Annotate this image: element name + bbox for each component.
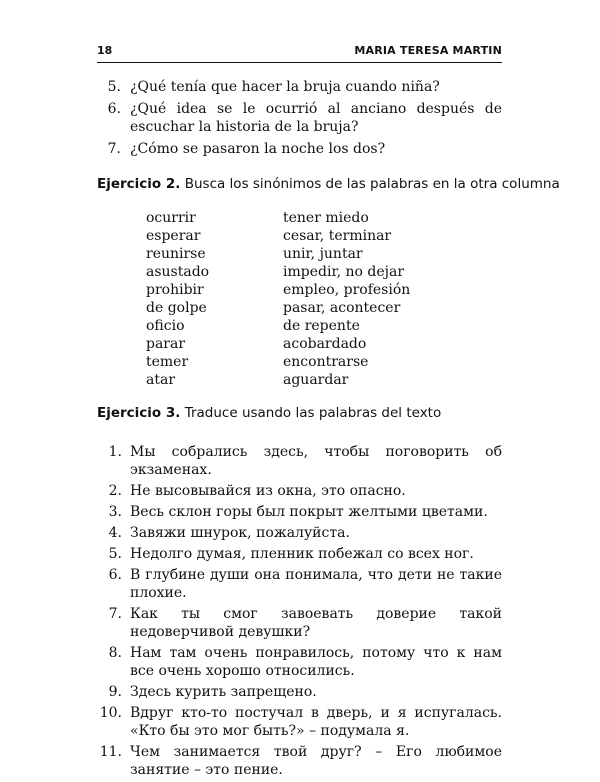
vocab-word: reunirse xyxy=(146,246,206,262)
item-text: ¿Qué idea se le ocurrió al anciano después de escuchar la historia de la bruja? xyxy=(130,101,502,135)
vocab-row xyxy=(146,263,446,281)
vocab-synonym: empleo, profesión xyxy=(283,282,411,298)
list-item xyxy=(97,545,502,563)
item-number: 11. xyxy=(99,744,122,760)
list-item xyxy=(97,524,502,542)
vocab-synonym: pasar, acontecer xyxy=(283,300,401,316)
item-text: Нам там очень понравилось, потому что к нам все очень хорошо относились. xyxy=(130,645,502,679)
item-number: 10. xyxy=(99,705,122,721)
vocab-synonym: aguardar xyxy=(283,372,349,388)
item-number: 5. xyxy=(108,546,122,562)
exercise-2-label: Ejercicio 2. xyxy=(97,176,181,192)
vocab-word: ocurrir xyxy=(146,210,196,226)
item-text: В глубине души она понимала, что дети не такие плохие. xyxy=(130,567,502,601)
list-item xyxy=(97,644,502,680)
vocab-row xyxy=(146,353,446,371)
item-number: 9. xyxy=(108,684,122,700)
vocab-synonym: tener miedo xyxy=(283,210,369,226)
list-item xyxy=(97,482,502,500)
list-item xyxy=(97,605,502,641)
item-number: 7. xyxy=(108,606,122,622)
vocab-synonym: impedir, no dejar xyxy=(283,264,405,280)
exercise-3-instruction: Traduce usando las palabras del texto xyxy=(184,405,442,421)
list-item xyxy=(97,78,502,96)
vocab-row xyxy=(146,281,446,299)
vocab-synonym: cesar, terminar xyxy=(283,228,392,244)
vocab-row xyxy=(146,227,446,245)
item-text: Здесь курить запрещено. xyxy=(130,684,317,700)
translation-list xyxy=(97,443,502,782)
vocab-row xyxy=(146,335,446,353)
exercise-2-instruction: Busca los sinónimos de las palabras en la otra columna xyxy=(184,176,560,192)
list-item xyxy=(97,443,502,479)
item-text: ¿Cómo se pasaron la noche los dos? xyxy=(130,141,386,157)
item-text: Вдруг кто-то постучал в дверь, и я испугалась. «Кто бы это мог быть?» – подумала я. xyxy=(130,705,502,739)
item-number: 6. xyxy=(107,101,121,117)
item-text: Весь склон горы был покрыт желтыми цветами. xyxy=(130,504,488,520)
vocab-row xyxy=(146,245,446,263)
vocab-word: parar xyxy=(146,336,186,352)
exercise-3-label: Ejercicio 3. xyxy=(97,405,181,421)
question-list xyxy=(97,78,502,162)
vocab-word: atar xyxy=(146,372,176,388)
item-number: 6. xyxy=(108,567,122,583)
list-item xyxy=(97,100,502,136)
vocab-row xyxy=(146,371,446,389)
item-text: Недолго думая, пленник побежал со всех ног. xyxy=(130,546,474,562)
vocab-word: asustado xyxy=(146,264,210,280)
item-text: ¿Qué tenía que hacer la bruja cuando niña? xyxy=(130,79,440,95)
item-number: 4. xyxy=(108,525,122,541)
item-number: 5. xyxy=(107,79,121,95)
item-text: Как ты смог завоевать доверие такой недоверчивой девушки? xyxy=(130,606,502,640)
list-item xyxy=(97,683,502,701)
item-text: Чем занимается твой друг? – Его любимое занятие – это пение. xyxy=(130,744,502,778)
item-text: Завяжи шнурок, пожалуйста. xyxy=(130,525,350,541)
vocab-word: de golpe xyxy=(146,300,207,316)
item-number: 3. xyxy=(108,504,122,520)
item-text: Не высовывайся из окна, это опасно. xyxy=(130,483,406,499)
list-item xyxy=(97,566,502,602)
vocab-word: temer xyxy=(146,354,189,370)
synonym-columns xyxy=(146,209,446,389)
page-number: 18 xyxy=(97,44,113,57)
vocab-synonym: de repente xyxy=(283,318,360,334)
item-number: 2. xyxy=(108,483,122,499)
vocab-synonym: unir, juntar xyxy=(283,246,363,262)
vocab-row xyxy=(146,299,446,317)
vocab-word: esperar xyxy=(146,228,201,244)
item-number: 1. xyxy=(108,444,122,460)
header-rule xyxy=(97,62,502,63)
vocab-word: prohibir xyxy=(146,282,204,298)
item-number: 7. xyxy=(107,141,121,157)
vocab-synonym: encontrarse xyxy=(283,354,369,370)
exercise-3-heading xyxy=(97,405,441,421)
running-title: MARIA TERESA MARTIN xyxy=(354,44,502,57)
list-item xyxy=(97,743,502,779)
vocab-synonym: acobardado xyxy=(283,336,367,352)
vocab-row xyxy=(146,209,446,227)
item-number: 8. xyxy=(108,645,122,661)
vocab-row xyxy=(146,317,446,335)
exercise-2-heading xyxy=(97,176,560,192)
vocab-word: oficio xyxy=(146,318,185,334)
list-item xyxy=(97,704,502,740)
list-item xyxy=(97,503,502,521)
list-item xyxy=(97,140,502,158)
item-text: Мы собрались здесь, чтобы поговорить об экзаменах. xyxy=(130,444,502,478)
